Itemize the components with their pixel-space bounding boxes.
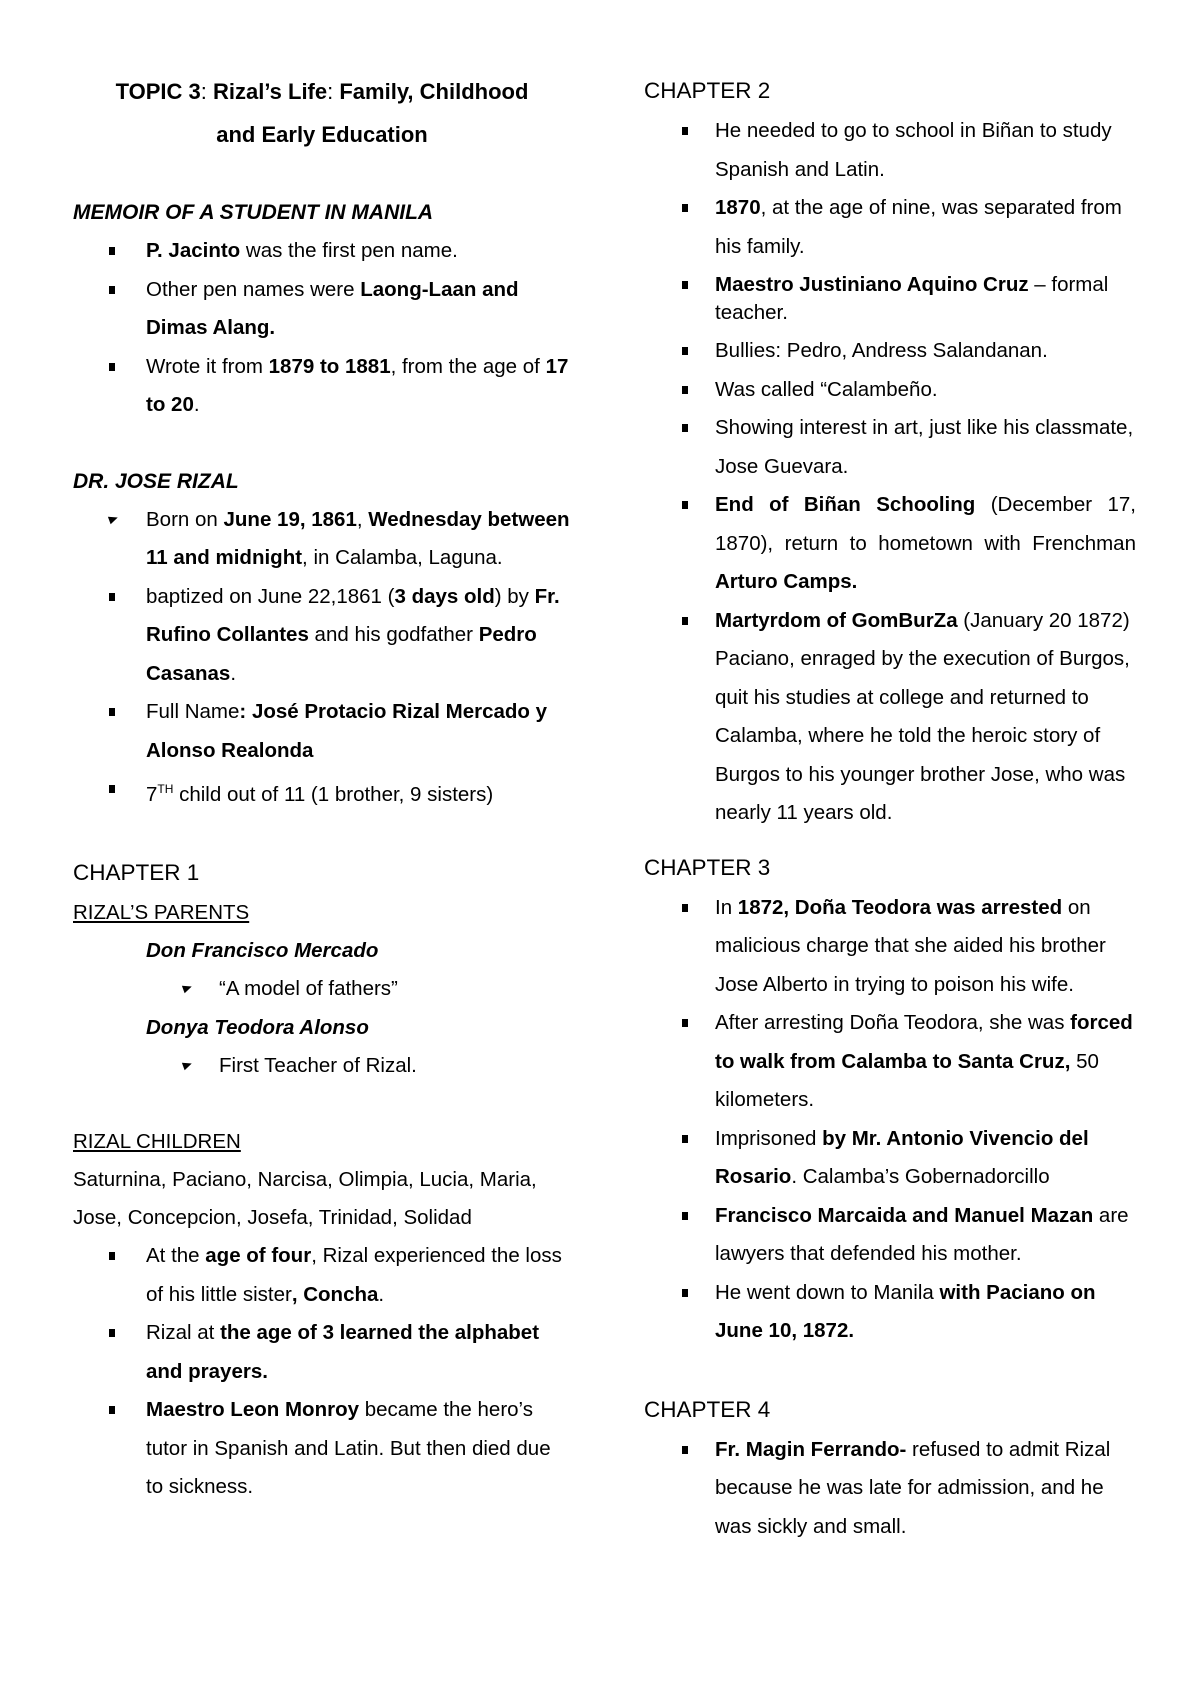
parents-heading: RIZAL’S PARENTS bbox=[73, 901, 250, 925]
list-item: “A model of fathers” bbox=[73, 970, 571, 1009]
left-column bbox=[73, 70, 571, 1507]
arrow-bullet-icon bbox=[182, 1060, 193, 1071]
square-bullet-icon bbox=[682, 424, 688, 432]
square-bullet-icon bbox=[682, 281, 688, 289]
square-bullet-icon bbox=[109, 286, 115, 294]
square-bullet-icon bbox=[109, 247, 115, 255]
list-item: Was called “Calambeño. bbox=[644, 371, 1136, 410]
list-item: Rizal at the age of 3 learned the alphabet and prayers. bbox=[73, 1314, 571, 1391]
list-item: Born on June 19, 1861, Wednesday between 11 and midnight, in Calamba, Laguna. bbox=[73, 501, 571, 578]
list-item: Wrote it from 1879 to 1881, from the age of 17 to 20. bbox=[73, 348, 571, 425]
list-item: Maestro Justiniano Aquino Cruz – formal teacher. bbox=[644, 266, 1136, 332]
square-bullet-icon bbox=[682, 1289, 688, 1297]
page-title: TOPIC 3: Rizal’s Life: Family, Childhood and Early Education bbox=[115, 79, 529, 147]
chapter-2-list bbox=[644, 112, 1136, 833]
square-bullet-icon bbox=[682, 127, 688, 135]
square-bullet-icon bbox=[682, 617, 688, 625]
list-item: baptized on June 22,1861 (3 days old) by Fr. Rufino Collantes and his godfather Pedro Casanas. bbox=[73, 578, 571, 694]
square-bullet-icon bbox=[682, 904, 688, 912]
list-item: Showing interest in art, just like his classmate, Jose Guevara. bbox=[644, 409, 1136, 486]
square-bullet-icon bbox=[682, 204, 688, 212]
list-item: First Teacher of Rizal. bbox=[73, 1047, 571, 1086]
square-bullet-icon bbox=[682, 1135, 688, 1143]
square-bullet-icon bbox=[109, 593, 115, 601]
arrow-bullet-icon bbox=[182, 983, 193, 994]
mother-notes bbox=[73, 1047, 571, 1086]
list-item: Other pen names were Laong-Laan and Dimas Alang. bbox=[73, 271, 571, 348]
square-bullet-icon bbox=[109, 785, 115, 793]
list-item: Imprisoned by Mr. Antonio Vivencio del Rosario. Calamba’s Gobernadorcillo bbox=[644, 1120, 1136, 1197]
chapter-1-heading: CHAPTER 1 bbox=[73, 860, 200, 886]
arrow-bullet-icon bbox=[108, 513, 119, 524]
father-name: Don Francisco Mercado bbox=[146, 939, 379, 963]
square-bullet-icon bbox=[682, 347, 688, 355]
list-item: 7TH child out of 11 (1 brother, 9 sisters) bbox=[73, 770, 571, 814]
mother-name: Donya Teodora Alonso bbox=[146, 1015, 369, 1039]
square-bullet-icon bbox=[109, 1406, 115, 1414]
rizal-heading: DR. JOSE RIZAL bbox=[73, 469, 239, 493]
list-item: Full Name: José Protacio Rizal Mercado y Alonso Realonda bbox=[73, 693, 571, 770]
square-bullet-icon bbox=[109, 1329, 115, 1337]
list-item: After arresting Doña Teodora, she was forced to walk from Calamba to Santa Cruz, 50 kilometers. bbox=[644, 1004, 1136, 1120]
father-notes bbox=[73, 970, 571, 1009]
list-item: Maestro Leon Monroy became the hero’s tutor in Spanish and Latin. But then died due to sickness. bbox=[73, 1391, 571, 1507]
chapter-2-heading: CHAPTER 2 bbox=[644, 78, 771, 103]
square-bullet-icon bbox=[682, 501, 688, 509]
list-item: He needed to go to school in Biñan to study Spanish and Latin. bbox=[644, 112, 1136, 189]
list-item: P. Jacinto was the first pen name. bbox=[73, 232, 571, 271]
square-bullet-icon bbox=[682, 386, 688, 394]
list-item: End of Biñan Schooling (December 17, 1870), return to hometown with Frenchman Arturo Camps. bbox=[644, 486, 1136, 602]
list-item: 1870, at the age of nine, was separated from his family. bbox=[644, 189, 1136, 266]
chapter-1-list bbox=[73, 1237, 571, 1507]
chapter-4-heading: CHAPTER 4 bbox=[644, 1396, 771, 1422]
list-item: He went down to Manila with Paciano on June 10, 1872. bbox=[644, 1274, 1136, 1351]
square-bullet-icon bbox=[682, 1019, 688, 1027]
square-bullet-icon bbox=[109, 363, 115, 371]
square-bullet-icon bbox=[682, 1212, 688, 1220]
list-item: Fr. Magin Ferrando- refused to admit Rizal because he was late for admission, and he was sickly and small. bbox=[644, 1431, 1136, 1547]
chapter-3-heading: CHAPTER 3 bbox=[644, 854, 771, 880]
list-item: Francisco Marcaida and Manuel Mazan are lawyers that defended his mother. bbox=[644, 1197, 1136, 1274]
children-list: Saturnina, Paciano, Narcisa, Olimpia, Lucia, Maria, Jose, Concepcion, Josefa, Trinidad, Solidad bbox=[73, 1168, 537, 1230]
right-column bbox=[644, 70, 1136, 1546]
list-item: In 1872, Doña Teodora was arrested on malicious charge that she aided his brother Jose Alberto in trying to poison his wife. bbox=[644, 889, 1136, 1005]
list-item: Bullies: Pedro, Andress Salandanan. bbox=[644, 332, 1136, 371]
list-item: Martyrdom of GomBurZa (January 20 1872) Paciano, enraged by the execution of Burgos, quit his studies at college and returned to Calamba, where he told the heroic story of Burgos to his younger brother Jose, who was nearly 11 years old. bbox=[644, 602, 1136, 833]
list-item: At the age of four, Rizal experienced the loss of his little sister, Concha. bbox=[73, 1237, 571, 1314]
memoir-heading: MEMOIR OF A STUDENT IN MANILA bbox=[73, 201, 434, 224]
square-bullet-icon bbox=[682, 1446, 688, 1454]
children-heading: RIZAL CHILDREN bbox=[73, 1130, 241, 1154]
rizal-list bbox=[73, 501, 571, 815]
square-bullet-icon bbox=[109, 708, 115, 716]
memoir-list bbox=[73, 232, 571, 425]
chapter-4-list bbox=[644, 1431, 1136, 1547]
chapter-3-list bbox=[644, 889, 1136, 1351]
square-bullet-icon bbox=[109, 1252, 115, 1260]
